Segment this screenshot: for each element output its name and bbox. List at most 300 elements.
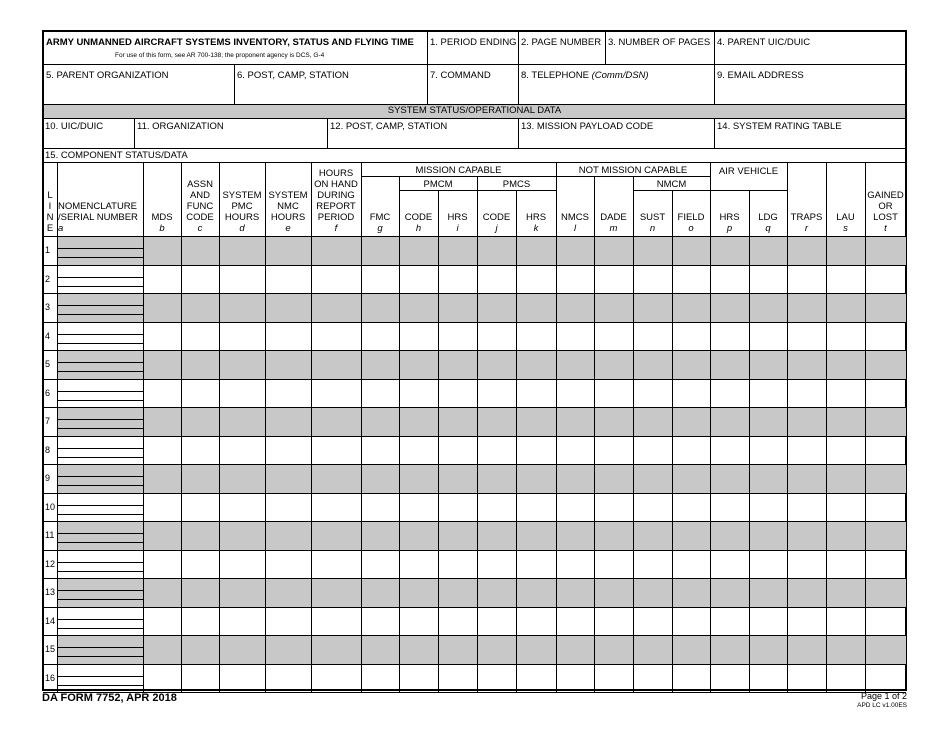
- row-input-cell[interactable]: [710, 379, 749, 408]
- row-input-cell[interactable]: [265, 322, 311, 351]
- row-input-cell[interactable]: [265, 350, 311, 379]
- row-input-cell[interactable]: [399, 578, 438, 607]
- row-input-cell[interactable]: [311, 322, 361, 351]
- row-input-cell[interactable]: [710, 607, 749, 636]
- row-input-cell[interactable]: [633, 635, 672, 664]
- row-input-cell[interactable]: [399, 293, 438, 322]
- row-input-cell[interactable]: [749, 293, 787, 322]
- row-input-cell[interactable]: [181, 521, 219, 550]
- row-input-cell[interactable]: [181, 350, 219, 379]
- row-input-cell[interactable]: [826, 322, 865, 351]
- row-input-cell[interactable]: [311, 293, 361, 322]
- row-input-cell[interactable]: [311, 607, 361, 636]
- row-input-cell[interactable]: [57, 322, 143, 351]
- row-input-cell[interactable]: [361, 236, 399, 265]
- row-input-cell[interactable]: [556, 379, 594, 408]
- row-input-cell[interactable]: [516, 550, 556, 579]
- row-input-cell[interactable]: [311, 265, 361, 294]
- row-input-cell[interactable]: [399, 350, 438, 379]
- row-input-cell[interactable]: [826, 664, 865, 693]
- row-input-cell[interactable]: [438, 550, 477, 579]
- row-input-cell[interactable]: [826, 350, 865, 379]
- row-input-cell[interactable]: [672, 265, 710, 294]
- row-input-cell[interactable]: [57, 607, 143, 636]
- row-input-cell[interactable]: [672, 493, 710, 522]
- row-input-cell[interactable]: [477, 550, 516, 579]
- row-input-cell[interactable]: [399, 379, 438, 408]
- row-input-cell[interactable]: [826, 493, 865, 522]
- row-input-cell[interactable]: [399, 550, 438, 579]
- row-input-cell[interactable]: [826, 293, 865, 322]
- row-input-cell[interactable]: [556, 521, 594, 550]
- row-input-cell[interactable]: [516, 635, 556, 664]
- row-input-cell[interactable]: [265, 407, 311, 436]
- row-input-cell[interactable]: [181, 464, 219, 493]
- row-input-cell[interactable]: [865, 664, 906, 693]
- row-input-cell[interactable]: [438, 293, 477, 322]
- row-input-cell[interactable]: [143, 635, 181, 664]
- row-input-cell[interactable]: [865, 550, 906, 579]
- row-input-cell[interactable]: [787, 635, 826, 664]
- row-input-cell[interactable]: [399, 464, 438, 493]
- row-input-cell[interactable]: [438, 436, 477, 465]
- row-input-cell[interactable]: [594, 379, 633, 408]
- row-input-cell[interactable]: [749, 407, 787, 436]
- row-input-cell[interactable]: [556, 607, 594, 636]
- row-input-cell[interactable]: [672, 236, 710, 265]
- row-input-cell[interactable]: [477, 265, 516, 294]
- row-input-cell[interactable]: [749, 521, 787, 550]
- row-input-cell[interactable]: [361, 322, 399, 351]
- row-input-cell[interactable]: [57, 521, 143, 550]
- row-input-cell[interactable]: [361, 635, 399, 664]
- row-input-cell[interactable]: [477, 436, 516, 465]
- row-input-cell[interactable]: [438, 464, 477, 493]
- row-input-cell[interactable]: [143, 322, 181, 351]
- row-input-cell[interactable]: [311, 379, 361, 408]
- row-input-cell[interactable]: [181, 379, 219, 408]
- row-input-cell[interactable]: [633, 521, 672, 550]
- row-input-cell[interactable]: [181, 322, 219, 351]
- row-input-cell[interactable]: [556, 464, 594, 493]
- row-input-cell[interactable]: [265, 607, 311, 636]
- row-input-cell[interactable]: [672, 521, 710, 550]
- row-input-cell[interactable]: [633, 436, 672, 465]
- row-input-cell[interactable]: [672, 436, 710, 465]
- row-input-cell[interactable]: [749, 265, 787, 294]
- row-input-cell[interactable]: [672, 293, 710, 322]
- row-input-cell[interactable]: [265, 578, 311, 607]
- row-input-cell[interactable]: [361, 550, 399, 579]
- row-input-cell[interactable]: [787, 493, 826, 522]
- row-input-cell[interactable]: [143, 293, 181, 322]
- row-input-cell[interactable]: [633, 607, 672, 636]
- row-input-cell[interactable]: [556, 407, 594, 436]
- row-input-cell[interactable]: [477, 578, 516, 607]
- row-input-cell[interactable]: [399, 265, 438, 294]
- row-input-cell[interactable]: [594, 293, 633, 322]
- row-input-cell[interactable]: [556, 664, 594, 693]
- row-input-cell[interactable]: [865, 493, 906, 522]
- row-input-cell[interactable]: [556, 322, 594, 351]
- row-input-cell[interactable]: [826, 407, 865, 436]
- row-input-cell[interactable]: [865, 578, 906, 607]
- row-input-cell[interactable]: [311, 464, 361, 493]
- row-input-cell[interactable]: [710, 578, 749, 607]
- row-input-cell[interactable]: [865, 379, 906, 408]
- row-input-cell[interactable]: [477, 464, 516, 493]
- row-input-cell[interactable]: [749, 493, 787, 522]
- row-input-cell[interactable]: [265, 664, 311, 693]
- row-input-cell[interactable]: [672, 550, 710, 579]
- row-input-cell[interactable]: [477, 664, 516, 693]
- row-input-cell[interactable]: [265, 464, 311, 493]
- row-input-cell[interactable]: [361, 436, 399, 465]
- row-input-cell[interactable]: [672, 664, 710, 693]
- row-input-cell[interactable]: [516, 664, 556, 693]
- row-input-cell[interactable]: [594, 407, 633, 436]
- row-input-cell[interactable]: [477, 407, 516, 436]
- row-input-cell[interactable]: [219, 664, 265, 693]
- row-input-cell[interactable]: [361, 664, 399, 693]
- row-input-cell[interactable]: [633, 236, 672, 265]
- row-input-cell[interactable]: [361, 493, 399, 522]
- row-input-cell[interactable]: [57, 664, 143, 693]
- row-input-cell[interactable]: [438, 265, 477, 294]
- row-input-cell[interactable]: [865, 607, 906, 636]
- row-input-cell[interactable]: [361, 379, 399, 408]
- row-input-cell[interactable]: [516, 464, 556, 493]
- row-input-cell[interactable]: [219, 379, 265, 408]
- row-input-cell[interactable]: [438, 521, 477, 550]
- row-input-cell[interactable]: [143, 550, 181, 579]
- row-input-cell[interactable]: [57, 635, 143, 664]
- row-input-cell[interactable]: [477, 379, 516, 408]
- row-input-cell[interactable]: [710, 464, 749, 493]
- row-input-cell[interactable]: [219, 550, 265, 579]
- row-input-cell[interactable]: [826, 436, 865, 465]
- row-input-cell[interactable]: [826, 265, 865, 294]
- row-input-cell[interactable]: [633, 379, 672, 408]
- row-input-cell[interactable]: [143, 236, 181, 265]
- row-input-cell[interactable]: [556, 350, 594, 379]
- row-input-cell[interactable]: [438, 350, 477, 379]
- row-input-cell[interactable]: [516, 293, 556, 322]
- row-input-cell[interactable]: [556, 493, 594, 522]
- row-input-cell[interactable]: [787, 407, 826, 436]
- row-input-cell[interactable]: [311, 407, 361, 436]
- row-input-cell[interactable]: [181, 236, 219, 265]
- row-input-cell[interactable]: [516, 379, 556, 408]
- row-input-cell[interactable]: [477, 521, 516, 550]
- row-input-cell[interactable]: [556, 578, 594, 607]
- row-input-cell[interactable]: [311, 550, 361, 579]
- row-input-cell[interactable]: [438, 493, 477, 522]
- row-input-cell[interactable]: [865, 521, 906, 550]
- row-input-cell[interactable]: [633, 265, 672, 294]
- row-input-cell[interactable]: [265, 379, 311, 408]
- row-input-cell[interactable]: [265, 635, 311, 664]
- row-input-cell[interactable]: [749, 350, 787, 379]
- row-input-cell[interactable]: [787, 664, 826, 693]
- row-input-cell[interactable]: [787, 236, 826, 265]
- row-input-cell[interactable]: [865, 464, 906, 493]
- row-input-cell[interactable]: [516, 578, 556, 607]
- row-input-cell[interactable]: [749, 664, 787, 693]
- row-input-cell[interactable]: [826, 521, 865, 550]
- row-input-cell[interactable]: [219, 521, 265, 550]
- row-input-cell[interactable]: [787, 350, 826, 379]
- row-input-cell[interactable]: [787, 293, 826, 322]
- row-input-cell[interactable]: [219, 322, 265, 351]
- row-input-cell[interactable]: [143, 407, 181, 436]
- row-input-cell[interactable]: [749, 607, 787, 636]
- row-input-cell[interactable]: [787, 265, 826, 294]
- row-input-cell[interactable]: [57, 464, 143, 493]
- row-input-cell[interactable]: [594, 664, 633, 693]
- row-input-cell[interactable]: [594, 322, 633, 351]
- row-input-cell[interactable]: [57, 236, 143, 265]
- row-input-cell[interactable]: [438, 379, 477, 408]
- row-input-cell[interactable]: [57, 578, 143, 607]
- row-input-cell[interactable]: [672, 322, 710, 351]
- row-input-cell[interactable]: [311, 436, 361, 465]
- row-input-cell[interactable]: [826, 550, 865, 579]
- row-input-cell[interactable]: [516, 493, 556, 522]
- row-input-cell[interactable]: [219, 493, 265, 522]
- row-input-cell[interactable]: [787, 436, 826, 465]
- row-input-cell[interactable]: [594, 607, 633, 636]
- row-input-cell[interactable]: [865, 293, 906, 322]
- row-input-cell[interactable]: [143, 265, 181, 294]
- row-input-cell[interactable]: [556, 236, 594, 265]
- row-input-cell[interactable]: [143, 379, 181, 408]
- row-input-cell[interactable]: [361, 464, 399, 493]
- row-input-cell[interactable]: [399, 407, 438, 436]
- row-input-cell[interactable]: [594, 493, 633, 522]
- row-input-cell[interactable]: [749, 635, 787, 664]
- row-input-cell[interactable]: [633, 293, 672, 322]
- row-input-cell[interactable]: [361, 293, 399, 322]
- row-input-cell[interactable]: [57, 350, 143, 379]
- row-input-cell[interactable]: [710, 664, 749, 693]
- row-input-cell[interactable]: [265, 293, 311, 322]
- row-input-cell[interactable]: [594, 521, 633, 550]
- row-input-cell[interactable]: [181, 664, 219, 693]
- row-input-cell[interactable]: [143, 521, 181, 550]
- row-input-cell[interactable]: [672, 350, 710, 379]
- row-input-cell[interactable]: [672, 464, 710, 493]
- row-input-cell[interactable]: [311, 236, 361, 265]
- row-input-cell[interactable]: [219, 236, 265, 265]
- row-input-cell[interactable]: [477, 236, 516, 265]
- row-input-cell[interactable]: [477, 350, 516, 379]
- row-input-cell[interactable]: [143, 607, 181, 636]
- row-input-cell[interactable]: [143, 493, 181, 522]
- row-input-cell[interactable]: [556, 293, 594, 322]
- row-input-cell[interactable]: [633, 322, 672, 351]
- row-input-cell[interactable]: [143, 350, 181, 379]
- row-input-cell[interactable]: [710, 350, 749, 379]
- row-input-cell[interactable]: [710, 635, 749, 664]
- row-input-cell[interactable]: [749, 550, 787, 579]
- row-input-cell[interactable]: [361, 350, 399, 379]
- row-input-cell[interactable]: [399, 493, 438, 522]
- row-input-cell[interactable]: [399, 322, 438, 351]
- row-input-cell[interactable]: [311, 350, 361, 379]
- row-input-cell[interactable]: [181, 607, 219, 636]
- row-input-cell[interactable]: [399, 521, 438, 550]
- row-input-cell[interactable]: [826, 464, 865, 493]
- row-input-cell[interactable]: [633, 464, 672, 493]
- row-input-cell[interactable]: [710, 293, 749, 322]
- row-input-cell[interactable]: [826, 379, 865, 408]
- row-input-cell[interactable]: [311, 664, 361, 693]
- row-input-cell[interactable]: [710, 436, 749, 465]
- row-input-cell[interactable]: [143, 436, 181, 465]
- row-input-cell[interactable]: [265, 436, 311, 465]
- row-input-cell[interactable]: [594, 464, 633, 493]
- row-input-cell[interactable]: [219, 436, 265, 465]
- row-input-cell[interactable]: [57, 407, 143, 436]
- row-input-cell[interactable]: [594, 265, 633, 294]
- row-input-cell[interactable]: [749, 322, 787, 351]
- row-input-cell[interactable]: [594, 436, 633, 465]
- row-input-cell[interactable]: [865, 322, 906, 351]
- row-input-cell[interactable]: [181, 407, 219, 436]
- row-input-cell[interactable]: [311, 635, 361, 664]
- row-input-cell[interactable]: [181, 436, 219, 465]
- row-input-cell[interactable]: [556, 550, 594, 579]
- row-input-cell[interactable]: [181, 635, 219, 664]
- row-input-cell[interactable]: [57, 436, 143, 465]
- row-input-cell[interactable]: [865, 436, 906, 465]
- row-input-cell[interactable]: [311, 578, 361, 607]
- row-input-cell[interactable]: [826, 578, 865, 607]
- row-input-cell[interactable]: [710, 550, 749, 579]
- row-input-cell[interactable]: [438, 322, 477, 351]
- row-input-cell[interactable]: [57, 493, 143, 522]
- row-input-cell[interactable]: [826, 236, 865, 265]
- row-input-cell[interactable]: [826, 607, 865, 636]
- row-input-cell[interactable]: [438, 407, 477, 436]
- row-input-cell[interactable]: [477, 322, 516, 351]
- row-input-cell[interactable]: [219, 293, 265, 322]
- row-input-cell[interactable]: [57, 550, 143, 579]
- row-input-cell[interactable]: [516, 265, 556, 294]
- row-input-cell[interactable]: [477, 635, 516, 664]
- row-input-cell[interactable]: [361, 407, 399, 436]
- row-input-cell[interactable]: [594, 350, 633, 379]
- row-input-cell[interactable]: [219, 265, 265, 294]
- row-input-cell[interactable]: [399, 236, 438, 265]
- row-input-cell[interactable]: [143, 664, 181, 693]
- row-input-cell[interactable]: [219, 578, 265, 607]
- row-input-cell[interactable]: [311, 493, 361, 522]
- row-input-cell[interactable]: [438, 635, 477, 664]
- row-input-cell[interactable]: [516, 350, 556, 379]
- row-input-cell[interactable]: [438, 236, 477, 265]
- row-input-cell[interactable]: [787, 379, 826, 408]
- row-input-cell[interactable]: [399, 436, 438, 465]
- row-input-cell[interactable]: [826, 635, 865, 664]
- row-input-cell[interactable]: [399, 635, 438, 664]
- row-input-cell[interactable]: [265, 236, 311, 265]
- row-input-cell[interactable]: [181, 493, 219, 522]
- row-input-cell[interactable]: [57, 379, 143, 408]
- row-input-cell[interactable]: [219, 607, 265, 636]
- row-input-cell[interactable]: [219, 350, 265, 379]
- row-input-cell[interactable]: [361, 265, 399, 294]
- row-input-cell[interactable]: [672, 635, 710, 664]
- row-input-cell[interactable]: [749, 379, 787, 408]
- row-input-cell[interactable]: [219, 464, 265, 493]
- row-input-cell[interactable]: [594, 578, 633, 607]
- row-input-cell[interactable]: [438, 607, 477, 636]
- row-input-cell[interactable]: [219, 635, 265, 664]
- row-input-cell[interactable]: [516, 607, 556, 636]
- row-input-cell[interactable]: [865, 350, 906, 379]
- row-input-cell[interactable]: [361, 607, 399, 636]
- row-input-cell[interactable]: [361, 578, 399, 607]
- row-input-cell[interactable]: [181, 550, 219, 579]
- row-input-cell[interactable]: [143, 578, 181, 607]
- row-input-cell[interactable]: [143, 464, 181, 493]
- row-input-cell[interactable]: [672, 407, 710, 436]
- row-input-cell[interactable]: [399, 664, 438, 693]
- row-input-cell[interactable]: [57, 293, 143, 322]
- row-input-cell[interactable]: [633, 550, 672, 579]
- row-input-cell[interactable]: [749, 578, 787, 607]
- row-input-cell[interactable]: [633, 407, 672, 436]
- row-input-cell[interactable]: [594, 236, 633, 265]
- row-input-cell[interactable]: [399, 607, 438, 636]
- row-input-cell[interactable]: [787, 578, 826, 607]
- row-input-cell[interactable]: [477, 607, 516, 636]
- row-input-cell[interactable]: [749, 436, 787, 465]
- row-input-cell[interactable]: [438, 578, 477, 607]
- row-input-cell[interactable]: [787, 607, 826, 636]
- row-input-cell[interactable]: [865, 407, 906, 436]
- row-input-cell[interactable]: [181, 265, 219, 294]
- row-input-cell[interactable]: [787, 550, 826, 579]
- row-input-cell[interactable]: [57, 265, 143, 294]
- row-input-cell[interactable]: [633, 493, 672, 522]
- row-input-cell[interactable]: [710, 236, 749, 265]
- row-input-cell[interactable]: [516, 436, 556, 465]
- row-input-cell[interactable]: [219, 407, 265, 436]
- row-input-cell[interactable]: [516, 521, 556, 550]
- row-input-cell[interactable]: [633, 350, 672, 379]
- row-input-cell[interactable]: [477, 493, 516, 522]
- row-input-cell[interactable]: [311, 521, 361, 550]
- row-input-cell[interactable]: [181, 293, 219, 322]
- row-input-cell[interactable]: [477, 293, 516, 322]
- row-input-cell[interactable]: [787, 521, 826, 550]
- row-input-cell[interactable]: [633, 664, 672, 693]
- row-input-cell[interactable]: [361, 521, 399, 550]
- row-input-cell[interactable]: [787, 322, 826, 351]
- row-input-cell[interactable]: [710, 493, 749, 522]
- row-input-cell[interactable]: [556, 635, 594, 664]
- row-input-cell[interactable]: [633, 578, 672, 607]
- row-input-cell[interactable]: [265, 493, 311, 522]
- row-input-cell[interactable]: [516, 236, 556, 265]
- row-input-cell[interactable]: [672, 578, 710, 607]
- row-input-cell[interactable]: [181, 578, 219, 607]
- row-input-cell[interactable]: [865, 236, 906, 265]
- row-input-cell[interactable]: [556, 436, 594, 465]
